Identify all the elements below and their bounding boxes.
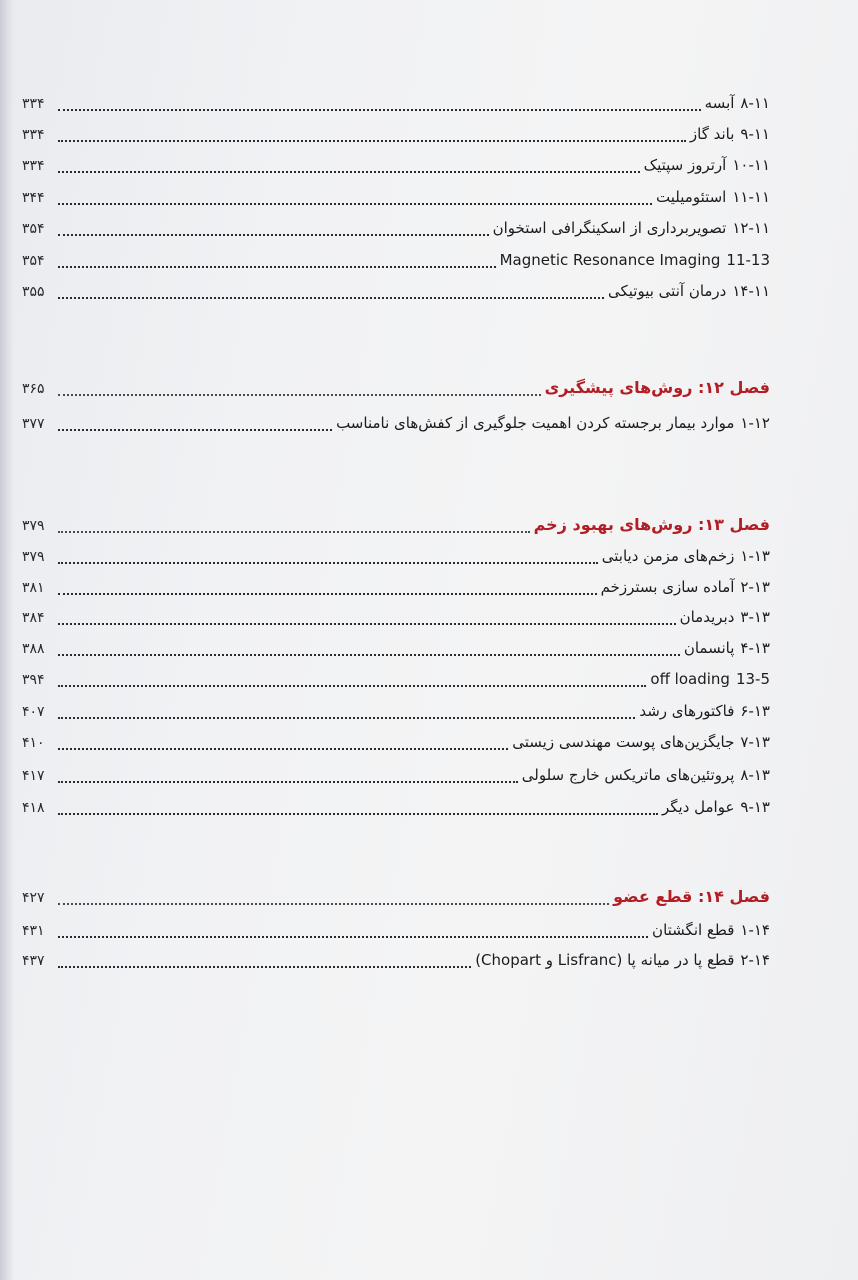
entry-number: ۷-۱۳: [740, 733, 770, 751]
entry-page: ۴۱۸: [22, 800, 45, 816]
entry-title: جایگزین‌های پوست مهندسی زیستی: [512, 733, 735, 751]
entry-number: ۸-۱۳: [740, 766, 770, 784]
toc-entry-14-1[interactable]: [22, 911, 770, 941]
dot-leader: [58, 740, 508, 750]
entry-page: ۳۸۸: [22, 641, 45, 657]
entry-title: زخم‌های مزمن دیابتی: [601, 547, 735, 565]
entry-page: ۴۳۱: [22, 923, 45, 939]
entry-page: ۳۷۷: [22, 416, 45, 432]
dot-leader: [58, 289, 604, 299]
entry-page: ۳۸۱: [22, 580, 45, 596]
dot-leader: [58, 677, 646, 687]
entry-page: ۳۴۴: [22, 190, 45, 206]
toc-entry-14-2[interactable]: [22, 941, 770, 971]
entry-page: ۳۵۵: [22, 284, 45, 300]
toc-entry-11-12[interactable]: [22, 209, 770, 239]
toc-entry-13-3[interactable]: [22, 598, 770, 628]
entry-title: درمان آنتی بیوتیکی: [607, 282, 727, 300]
toc-entry-13-8[interactable]: [22, 756, 770, 786]
entry-title: آبسه: [704, 94, 735, 112]
entry-number: ۱۱-۱۱: [732, 188, 770, 206]
chapter-page: ۴۲۷: [22, 890, 45, 906]
entry-number: ۸-۱۱: [740, 94, 770, 112]
entry-number: 13-5: [735, 670, 770, 688]
entry-page: ۳۹۴: [22, 672, 45, 688]
entry-title: قطع انگشتان: [652, 921, 735, 939]
dot-leader: [58, 958, 471, 968]
toc-entry-13-5[interactable]: [22, 660, 770, 690]
dot-leader: [58, 226, 489, 236]
entry-page: ۳۳۴: [22, 158, 45, 174]
entry-number: ۱۲-۱۱: [732, 219, 770, 237]
entry-title: قطع پا در میانه پا (Lisfranc و Chopart): [475, 951, 735, 969]
entry-page: ۳۳۴: [22, 127, 45, 143]
toc-entry-11-14[interactable]: [22, 272, 770, 302]
toc-entry-13-2[interactable]: [22, 568, 770, 598]
entry-title: آماده سازی بسترزخم: [600, 578, 735, 596]
entry-page: ۴۱۰: [22, 735, 45, 751]
entry-number: 11-13: [726, 251, 770, 269]
chapter-title: فصل ۱۳: روش‌های بهبود زخم: [533, 515, 770, 534]
toc-entry-11-13[interactable]: [22, 241, 770, 271]
entry-title: فاکتورهای رشد: [639, 702, 735, 720]
entry-title: عوامل دیگر: [661, 798, 735, 816]
chapter-title: فصل ۱۲: روش‌های پیشگیری: [544, 378, 770, 397]
dot-leader: [58, 421, 332, 431]
dot-leader: [58, 928, 648, 938]
dot-leader: [58, 523, 530, 533]
entry-title: تصویربرداری از اسکینگرافی استخوان: [492, 219, 727, 237]
entry-title: پروتئین‌های ماتریکس خارج سلولی: [521, 766, 735, 784]
chapter-13-heading[interactable]: [22, 506, 770, 536]
dot-leader: [58, 805, 658, 815]
toc-entry-12-1[interactable]: [22, 404, 770, 434]
entry-number: ۱-۱۲: [740, 414, 770, 432]
entry-title: استئومیلیت: [656, 188, 727, 206]
entry-title: باند گاز: [689, 125, 735, 143]
entry-title: آرتروز سپتیک: [643, 156, 727, 174]
entry-number: ۲-۱۳: [740, 578, 770, 596]
chapter-title: فصل ۱۴: قطع عضو: [613, 887, 770, 906]
entry-number: ۱۰-۱۱: [732, 156, 770, 174]
entry-page: ۴۱۷: [22, 768, 45, 784]
toc-entry-13-1[interactable]: [22, 537, 770, 567]
entry-title: موارد بیمار برجسته کردن اهمیت جلوگیری از کفش‌های نامناسب: [336, 414, 735, 432]
toc-entry-13-7[interactable]: [22, 723, 770, 753]
chapter-page: ۳۶۵: [22, 381, 45, 397]
entry-number: ۴-۱۳: [740, 639, 770, 657]
dot-leader: [58, 195, 652, 205]
entry-page: ۳۵۴: [22, 221, 45, 237]
toc-entry-13-6[interactable]: [22, 692, 770, 722]
entry-title: پانسمان: [683, 639, 735, 657]
dot-leader: [58, 773, 518, 783]
entry-number: ۲-۱۴: [740, 951, 770, 969]
entry-number: ۹-۱۳: [740, 798, 770, 816]
entry-page: ۴۳۷: [22, 953, 45, 969]
entry-number: ۶-۱۳: [740, 702, 770, 720]
dot-leader: [58, 258, 496, 268]
dot-leader: [58, 554, 598, 564]
dot-leader: [58, 132, 686, 142]
dot-leader: [58, 163, 640, 173]
toc-entry-13-4[interactable]: [22, 629, 770, 659]
entry-title: Magnetic Resonance Imaging: [499, 251, 721, 269]
entry-title: دبریدمان: [679, 608, 735, 626]
dot-leader: [58, 895, 609, 905]
entry-number: ۱-۱۴: [740, 921, 770, 939]
entry-number: ۱۴-۱۱: [732, 282, 770, 300]
entry-title: off loading: [650, 670, 730, 688]
entry-number: ۹-۱۱: [740, 125, 770, 143]
chapter-page: ۳۷۹: [22, 518, 45, 534]
toc-entry-13-9[interactable]: [22, 788, 770, 818]
dot-leader: [58, 101, 701, 111]
dot-leader: [58, 646, 680, 656]
entry-page: ۳۳۴: [22, 96, 45, 112]
dot-leader: [58, 585, 597, 595]
entry-number: ۳-۱۳: [740, 608, 770, 626]
entry-page: ۳۸۴: [22, 610, 45, 626]
toc-entry-11-11[interactable]: [22, 178, 770, 208]
toc-entry-11-8[interactable]: [22, 84, 770, 114]
toc-entry-11-10[interactable]: [22, 146, 770, 176]
entry-page: ۳۵۴: [22, 253, 45, 269]
chapter-14-heading[interactable]: [22, 878, 770, 908]
entry-page: ۳۷۹: [22, 549, 45, 565]
chapter-12-heading[interactable]: [22, 369, 770, 399]
dot-leader: [58, 709, 635, 719]
dot-leader: [58, 615, 676, 625]
entry-number: ۱-۱۳: [740, 547, 770, 565]
dot-leader: [58, 386, 541, 396]
toc-entry-11-9[interactable]: [22, 115, 770, 145]
entry-page: ۴۰۷: [22, 704, 45, 720]
